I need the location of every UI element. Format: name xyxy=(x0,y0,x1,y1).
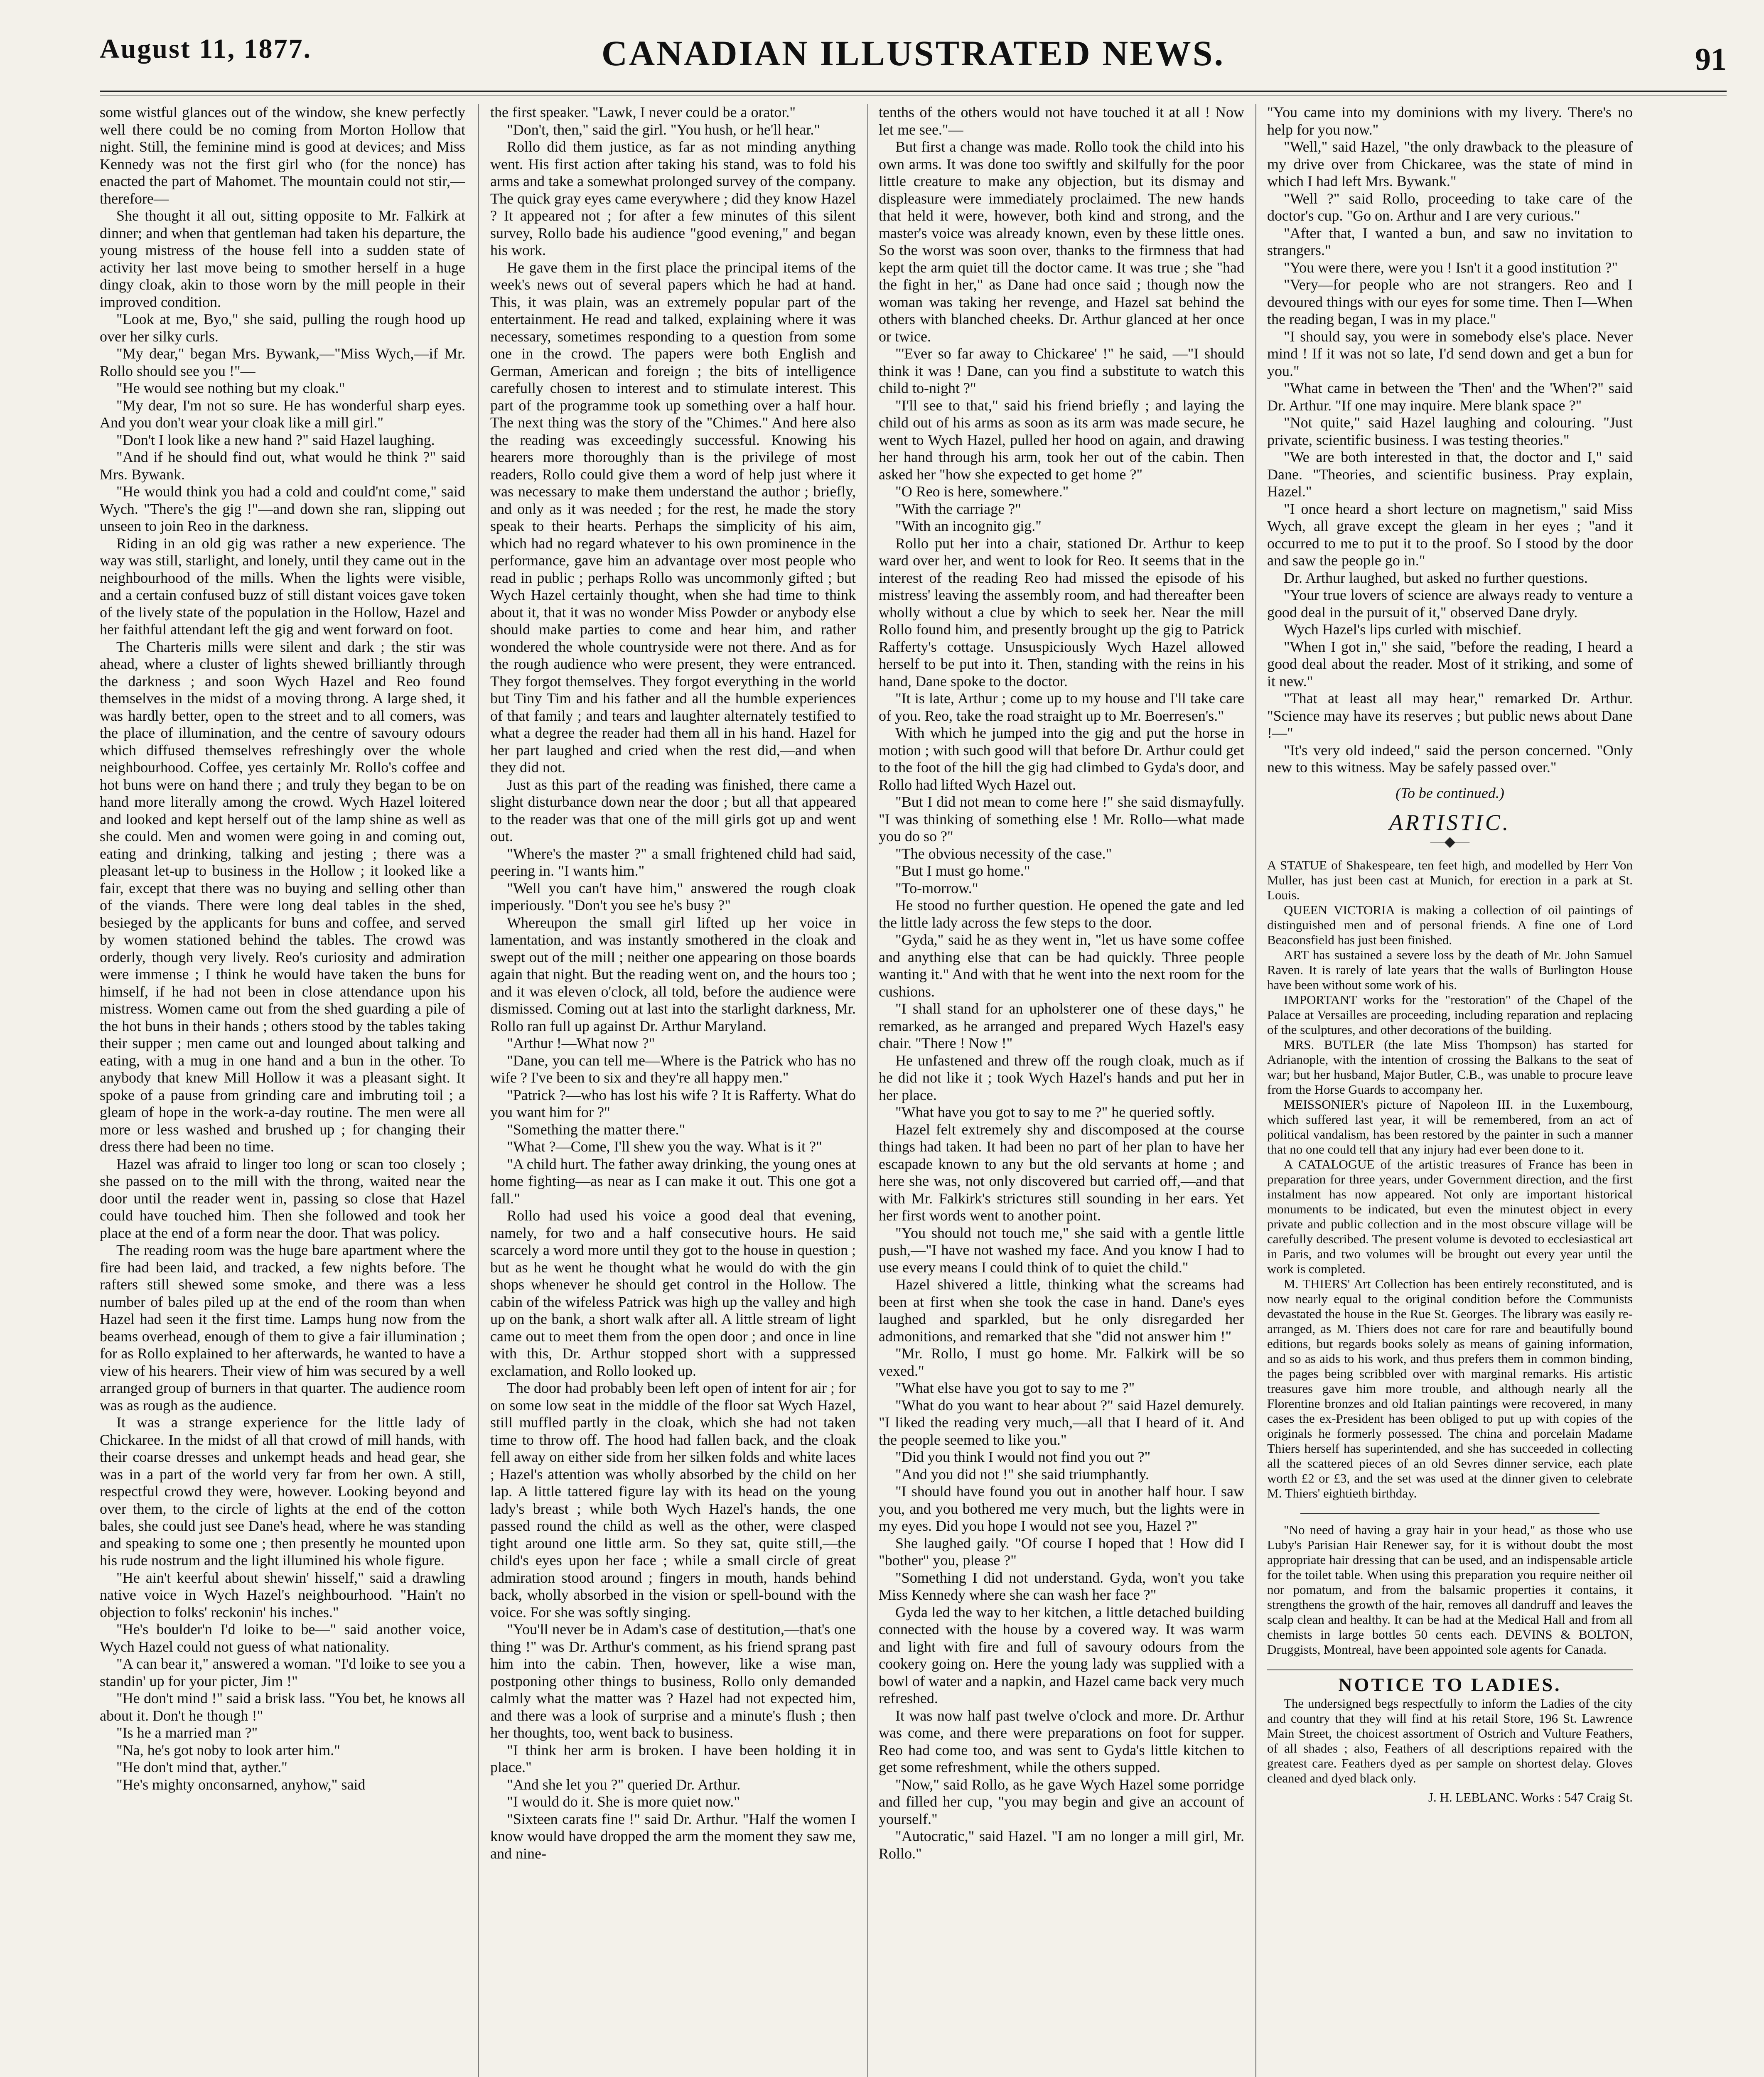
masthead-title: CANADIAN ILLUSTRATED NEWS. xyxy=(601,33,1225,73)
paragraph: "To-morrow." xyxy=(895,879,978,896)
paragraph: "And she let you ?" queried Dr. Arthur. xyxy=(507,1776,741,1793)
paragraph: Hazel shivered a little, thinking what the screams had been at first when she took the case in hand. Dane's eyes laughed and sparkled, but he only disregarded her admonitions, and remarked that she "did not answer him !" xyxy=(879,1276,1244,1345)
paragraph: "What ?—Come, I'll shew you the way. What is it ?" xyxy=(507,1138,822,1155)
paragraph: Dr. Arthur laughed, but asked no further questions. xyxy=(1284,569,1588,586)
notice-heading: NOTICE TO LADIES. xyxy=(1267,1669,1633,1694)
paragraph: "Patrick ?—who has lost his wife ? It is Rafferty. What do you want him for ?" xyxy=(490,1086,856,1120)
paragraph: A STATUE of Shakespeare, ten feet high, and modelled by Herr Von Muller, has just been cast at Munich, for erection in a park at St. Louis. xyxy=(1267,858,1633,902)
paragraph: Rollo put her into a chair, stationed Dr. Arthur to keep ward over her, and went to look for Reo. It seems that in the interest of the reading Reo had missed the episode of his mistress' leaving the assembly room, and had thereafter been wholly without a clue by which to seek her. Near the mill Rollo found him, and presently brought up the gig to Patrick Rafferty's cottage. Unsuspiciously Wych Hazel allowed herself to be put into it. Then, standing with the reins in his hand, Dane spoke to the doctor. xyxy=(879,535,1244,690)
paragraph: Rollo did them justice, as far as not minding anything went. His first action after taking his stand, was to fold his arms and take a somewhat prolonged survey of the company. The quick gray eyes came everywhere ; did they know Hazel ? It appeared not ; for after a few minutes of this silent survey, Rollo bade his audience "good evening," and began his work. xyxy=(490,138,856,258)
paragraph: The reading room was the huge bare apartment where the fire had been laid, and tracked, a few nights before. The rafters still shewed some smoke, and there was a less number of bales piled up at the end of the room than when Hazel had seen it the first time. Lamps hung now from the beams overhead, enough of them to give a fair illumination ; for as Rollo explained to her afterwards, he wanted to have a view of his hearers. Their view of him was secured by a well arranged group of burners in that quarter. The audience room was as rough as the audience. xyxy=(100,1242,465,1414)
paragraph: Hazel felt extremely shy and discomposed at the course things had taken. It had been no part of her plan to have her escapade known to any but the old servants at home ; and here she was, not only discovered but carried off,—and that with Mr. Falkirk's strictures still sounding in her ears. Yet her first words went to another point. xyxy=(879,1121,1244,1224)
paragraph: She thought it all out, sitting opposite to Mr. Falkirk at dinner; and when that gentleman had taken his departure, the young mistress of the house fell into a sudden state of activity her last move being to smother herself in a huge dingy cloak, akin to those worn by the mill people in their improved condition. xyxy=(100,207,465,310)
paragraph: MEISSONIER's picture of Napoleon III. in the Luxembourg, which suffered last year, it will be remembered, from an act of political vandalism, has been restored by the painter in such a manner that no one could tell that any injury had ever been done to it. xyxy=(1267,1097,1633,1156)
paragraph: "I should have found you out in another half hour. I saw you, and you bothered me very much, but the lights were in my eyes. Did you hope I would not see you, Hazel ?" xyxy=(879,1483,1244,1534)
paragraph: "He don't mind that, ayther." xyxy=(116,1759,287,1775)
paragraph: "When I got in," she said, "before the reading, I heard a good deal about the reader. Most of it striking, and some of it new." xyxy=(1267,638,1633,690)
paragraph: He unfastened and threw off the rough cloak, much as if he did not like it ; took Wych Hazel's hands and put her in her place. xyxy=(879,1052,1244,1103)
artistic-heading: ARTISTIC. xyxy=(1389,810,1511,835)
paragraph: "Well you can't have him," answered the rough cloak imperiously. "Don't you see he's busy ?" xyxy=(490,879,856,913)
column-1 xyxy=(100,104,465,2077)
paragraph: "Now," said Rollo, as he gave Wych Hazel some porridge and filled her cup, "you may begin and give an account of yourself." xyxy=(879,1776,1244,1827)
paragraph: "You should not touch me," she said with a gentle little push,—"I have not washed my face. And you know I had to use every means I could think of to quiet the child." xyxy=(879,1224,1244,1276)
paragraph: "The obvious necessity of the case." xyxy=(895,845,1112,862)
paragraph: He stood no further question. He opened the gate and led the little lady across the few steps to the door. xyxy=(879,897,1244,931)
paragraph: "You came into my dominions with my livery. There's no help for you now." xyxy=(1267,104,1633,138)
paragraph: "He would see nothing but my cloak." xyxy=(116,380,345,396)
ornament-divider: —◆— xyxy=(1430,834,1470,849)
paragraph: "A child hurt. The father away drinking, the young ones at home fighting—as near as I can make it out. This one got a fall." xyxy=(490,1155,856,1207)
paragraph: "Something the matter there." xyxy=(507,1121,685,1138)
paragraph: ART has sustained a severe loss by the death of Mr. John Samuel Raven. It is rarely of late years that the walls of Burlington House have been without some work of his. xyxy=(1267,948,1633,992)
paragraph: She laughed gaily. "Of course I hoped that ! How did I "bother" you, please ?" xyxy=(879,1534,1244,1569)
paragraph: "Don't, then," said the girl. "You hush, or he'll hear." xyxy=(507,121,821,138)
paragraph: "Not quite," said Hazel laughing and colouring. "Just private, scientific business. I was testing theories." xyxy=(1267,414,1633,448)
issue-date: August 11, 1877. xyxy=(100,34,312,64)
paragraph: "I'll see to that," said his friend briefly ; and laying the child out of his arms as soon as its arm was made secure, he went to Wych Hazel, pulled her hood on again, and drawing her hand through his arm, took her out of the cabin. Then asked her "how she expected to get home ?" xyxy=(879,397,1244,483)
hair-renewer-advert: "No need of having a gray hair in your head," as those who use Luby's Parisian Hair Renewer say, for it is without doubt the most appropriate hair dressing that can be used, and an indispensable article for the toilet table. When using this preparation you require neither oil nor pomatum, and from the balsamic properties it contains, it strengthens the growth of the hair, removes all dandruff and leaves the scalp clean and healthy. It can be had at the Medical Hall and from all chemists in large bottles 50 cents each. DEVINS & BOLTON, Druggists, Montreal, have been appointed sole agents for Canada. xyxy=(1267,1522,1633,1657)
paragraph: "A can bear it," answered a woman. "I'd loike to see you a standin' up for your picter, Jim !" xyxy=(100,1655,465,1689)
paragraph: He gave them in the first place the principal items of the week's news out of several papers which he had at hand. This, it was plain, was an extremely popular part of the entertainment. He read and talked, explaining where it was necessary, sometimes responding to a question from some one in the crowd. The papers were both English and German, American and foreign ; the bits of intelligence carefully chosen to interest and to stimulate interest. This part of the programme took up something over a half hour. The next thing was the story of the "Chimes." And here also the reading was exceedingly successful. Knowing his hearers more thoroughly than is the privilege of most readers, Rollo could give them a word of help just where it was necessary to make them understand the author ; briefly, and only as it was needed ; for the rest, he made the story speak to their hearts. Perhaps the simplicity of his aim, which had no regard whatever to his own prominence in the performance, gave him an advantage over most people who read in public ; perhaps Rollo was uncommonly gifted ; but Wych Hazel certainly thought, when she had time to think about it, that it was no wonder Miss Powder or anybody else should make parties to come and hear him, and rather wondered the whole countryside were not there. And as for the rough audience who were present, they were entranced. They forgot themselves. They forgot everything in the world but Tiny Tim and his father and all the humble experiences of that family ; and tears and laughter alternately testified to what a degree the reader had them all in his hand. Hazel for her part laughed and cried when the rest did,—and when they did not. xyxy=(490,259,856,776)
paragraph: "Something I did not understand. Gyda, won't you take Miss Kennedy where she can wash her face ?" xyxy=(879,1569,1244,1603)
paragraph: "What else have you got to say to me ?" xyxy=(895,1380,1135,1396)
paragraph: MRS. BUTLER (the late Miss Thompson) has started for Adrianople, with the intention of crossing the Balkans to the seat of war; but her husband, Major Butler, C.B., was unable to procure leave from the Horse Guards to accompany her. xyxy=(1267,1037,1633,1097)
paragraph: "I would do it. She is more quiet now." xyxy=(507,1793,740,1810)
notice-text: The undersigned begs respectfully to inform the Ladies of the city and country that they will find at his retail Store, 196 St. Lawrence Main Street, the choicest assortment of Ostrich and Vulture Feathers, of all shades ; also, Feathers of all descriptions repaired with the greatest care. Feathers dyed as per sample on shortest delay. Gloves cleaned and dyed black only. xyxy=(1267,1696,1633,1785)
paragraph: Just as this part of the reading was finished, there came a slight disturbance down near the door ; but all that appeared to the reader was that one of the mill girls got up and went out. xyxy=(490,776,856,845)
paragraph: "Autocratic," said Hazel. "I am no longer a mill girl, Mr. Rollo." xyxy=(879,1828,1244,1862)
paragraph: M. THIERS' Art Collection has been entirely reconstituted, and is now nearly equal to the original condition before the Communists devastated the house in the Rue St. Georges. The library was easily re-arranged, as M. Thiers does not care for rare and beautifully bound editions, but regards books solely as means of gaining information, and so as aids to his work, and thus prefers them in common binding, the pages being scribbled over with marginal remarks. His artistic treasures gave him more trouble, and although nearly all the Florentine bronzes and old Italian paintings were recovered, in many cases the ex-President has been obliged to put up with copies of the originals he formerly possessed. The china and porcelain Madame Thiers herself has superintended, and she has succeeded in collecting all the scattered pieces of an old Sevres dinner service, each plate worth £2 or £3, and the set was used at the dinner given to celebrate M. Thiers' eightieth birthday. xyxy=(1267,1277,1633,1500)
paragraph: "Look at me, Byo," she said, pulling the rough hood up over her silky curls. xyxy=(100,311,465,345)
paragraph: IMPORTANT works for the "restoration" of the Chapel of the Palace at Versailles are proceeding, including reparation and replacing of the sculptures, and other decorations of the building. xyxy=(1267,992,1633,1037)
paragraph: "He would think you had a cold and could'nt come," said Wych. "There's the gig !"—and down she ran, slipping out unseen to join Reo in the darkness. xyxy=(100,483,465,534)
paragraph: Whereupon the small girl lifted up her voice in lamentation, and was instantly smothered in the cloak and swept out of the mill ; neither one appearing on those boards again that night. But the reading went on, and the hours too ; and it was eleven o'clock, all told, before the audience were dismissed. Coming out at last into the starlight darkness, Mr. Rollo ran full up against Dr. Arthur Maryland. xyxy=(490,914,856,1034)
paragraph: tenths of the others would not have touched it at all ! Now let me see."— xyxy=(879,104,1244,138)
column-divider xyxy=(867,104,868,2077)
paragraph: "You'll never be in Adam's case of destitution,—that's one thing !" was Dr. Arthur's comment, as his friend sprang past him into the cabin. Then, however, like a wise man, postponing other things to business, Rollo only demanded calmly what the matter was ? Hazel had not expected him, and there was a look of surprise and a minute's flush ; then her thoughts, too, went back to business. xyxy=(490,1621,856,1741)
paragraph: Rollo had used his voice a good deal that evening, namely, for two and a half consecutive hours. He said scarcely a word more until they got to the house in question ; but as he went he thought what he would do with the gin shops whenever he should get control in the Hollow. The cabin of the wifeless Patrick was high up the valley and high up on the bank, a short walk after all. A little stream of light came out to meet them from the open door ; and once in line with this, Dr. Arthur stopped short with a suppressed exclamation, and Rollo looked up. xyxy=(490,1207,856,1379)
paragraph: "I shall stand for an upholsterer one of these days," he remarked, as he arranged and prepared Wych Hazel's easy chair. "There ! Now !" xyxy=(879,1000,1244,1051)
paragraph: But first a change was made. Rollo took the child into his own arms. It was done too swiftly and skilfully for the poor little creature to make any objection, but its dismay and displeasure were immediately proclaimed. The new hands that held it were, however, both kind and strong, and the master's voice was already known, even by these little ones. So the worst was soon over, thanks to the firmness that had kept the arm quiet till the doctor came. It was true ; she "had the fight in her," as Dane had once said ; though now the woman was taking her revenge, and Hazel sat behind the others with blanched cheeks. Dr. Arthur glanced at her once or twice. xyxy=(879,138,1244,345)
paragraph: "It is late, Arthur ; come up to my house and I'll take care of you. Reo, take the road straight up to Mr. Boerresen's." xyxy=(879,690,1244,724)
paragraph: "After that, I wanted a bun, and saw no invitation to strangers." xyxy=(1267,224,1633,258)
paragraph: the first speaker. "Lawk, I never could be a orator." xyxy=(490,104,796,120)
paragraph: Wych Hazel's lips curled with mischief. xyxy=(1284,621,1522,638)
paragraph: "Your true lovers of science are always ready to venture a good deal in the pursuit of it," observed Dane dryly. xyxy=(1267,587,1633,621)
column-divider xyxy=(1255,104,1256,2077)
to-be-continued: (To be continued.) xyxy=(1395,784,1504,801)
story-continuation xyxy=(1267,104,1633,776)
paragraph: "Gyda," said he as they went in, "let us have some coffee and anything else that can be had quickly. Three people wanting it." And with that he went into the next room for the cushions. xyxy=(879,931,1244,1000)
paragraph: some wistful glances out of the window, she knew perfectly well there could be no coming from Morton Hollow that night. Still, the feminine mind is good at devices; and Miss Kennedy was not the first girl who (for the nonce) has enacted the part of Mahomet. The mountain could not stir,—therefore— xyxy=(100,104,465,207)
section-divider xyxy=(1300,1513,1599,1514)
paragraph: "Well," said Hazel, "the only drawback to the pleasure of my drive over from Chickaree, was the state of mind in which I had left Mrs. Bywank." xyxy=(1267,138,1633,189)
paragraph: "He ain't keerful about shewin' hisself," said a drawling native voice in Wych Hazel's neighbourhood. "Hain't no objection to folks' reckonin' his inches." xyxy=(100,1569,465,1620)
paragraph: "What came in between the 'Then' and the 'When'?" said Dr. Arthur. "If one may inquire. Mere blank space ?" xyxy=(1267,380,1633,414)
paragraph: Riding in an old gig was rather a new experience. The way was still, starlight, and lonely, until they came out in the neighbourhood of the mills. When the lights were visible, and a certain confused buzz of still distant voices gave token of the lively state of the population in the Hollow, Hazel and her faithful attendant left the gig and went forward on foot. xyxy=(100,535,465,638)
paragraph: "I think her arm is broken. I have been holding it in place." xyxy=(490,1741,856,1775)
paragraph: "But I must go home." xyxy=(895,862,1030,879)
paragraph: "Is he a married man ?" xyxy=(116,1724,258,1741)
paragraph: "I should say, you were in somebody else's place. Never mind ! If it was not so late, I'd send down and get a bun for you." xyxy=(1267,328,1633,379)
paragraph: "Well ?" said Rollo, proceeding to take care of the doctor's cup. "Go on. Arthur and I are very curious." xyxy=(1267,190,1633,224)
paragraph: "We are both interested in that, the doctor and I," said Dane. "Theories, and scientific business. Pray explain, Hazel." xyxy=(1267,449,1633,500)
paragraph: "O Reo is here, somewhere." xyxy=(895,483,1069,500)
paragraph: Gyda led the way to her kitchen, a little detached building connected with the house by a covered way. It was warm and light with fire and full of savoury odours from the cookery going on. Here the young lady was supplied with a bowl of water and a napkin, and Hazel came back very much refreshed. xyxy=(879,1603,1244,1706)
paragraph: "It's very old indeed," said the person concerned. "Only new to this witness. May be safely passed over." xyxy=(1267,741,1633,776)
paragraph: It was a strange experience for the little lady of Chickaree. In the midst of all that crowd of mill hands, with their coarse dresses and unkempt heads and head gear, she was in a part of the world very far from her own. A still, respectful crowd they were, however. Looking beyond and over them, to the circle of lights at the end of the cotton bales, she could just see Dane's head, where he was standing and speaking to some one ; then presently he mounted upon his rude nostrum and the light illumined his whole figure. xyxy=(100,1414,465,1569)
paragraph: "With an incognito gig." xyxy=(895,518,1042,534)
paragraph: "He's mighty onconsarned, anyhow," said xyxy=(116,1776,366,1793)
paragraph: The door had probably been left open of intent for air ; for on some low seat in the middle of the floor sat Wych Hazel, still muffled partly in the cloak, which she had not taken time to throw off. The hood had fallen back, and the cloak fell away on either side from her silken folds and white laces ; Hazel's attention was wholly absorbed by the child on her lap. A little tattered figure lay with its head on the young lady's breast ; while both Wych Hazel's hands, the one passed round the child as well as the other, were clasped tight around one little arm. So they sat, quite still,—the child's eyes upon her face ; while a small circle of great admiration stood around ; fingers in mouth, hands behind back, wholly absorbed in the vision or spell-bound with the voice. For she was softly singing. xyxy=(490,1380,856,1620)
paragraph: "Where's the master ?" a small frightened child had said, peering in. "I wants him." xyxy=(490,845,856,879)
paragraph: "Na, he's got noby to look arter him." xyxy=(116,1741,340,1758)
paragraph: A CATALOGUE of the artistic treasures of France has been in preparation for three years, under Government direction, and the first instalment has now appeared. Not only are important historical monuments to be indicated, but even the minutest object in every private and public collection and in the most obscure village will be carefully described. The present volume is devoted to ecclesiastical art in Paris, and two volumes will be brought out every year until the work is completed. xyxy=(1267,1157,1633,1276)
paragraph: "My dear, I'm not so sure. He has wonderful sharp eyes. And you don't wear your cloak like a mill girl." xyxy=(100,397,465,431)
column-divider xyxy=(478,104,479,2077)
column-4 xyxy=(1267,104,1633,2077)
paragraph: "Mr. Rollo, I must go home. Mr. Falkirk will be so vexed." xyxy=(879,1345,1244,1379)
paragraph: "My dear," began Mrs. Bywank,—"Miss Wych,—if Mr. Rollo should see you !"— xyxy=(100,345,465,379)
paragraph: "What do you want to hear about ?" said Hazel demurely. "I liked the reading very much,—all that I heard of it. And the people seemed to like you." xyxy=(879,1397,1244,1448)
paragraph: "Did you think I would not find you out ?" xyxy=(895,1448,1151,1465)
paragraph: Hazel was afraid to linger too long or scan too closely ; she passed on to the mill with the throng, waited near the door until the reader went in, passing so close that Hazel could have touched him. Then she followed and took her place at the end of a form near the door. That was policy. xyxy=(100,1155,465,1241)
paragraph: "Sixteen carats fine !" said Dr. Arthur. "Half the women I know would have dropped the arm the moment they saw me, and nine- xyxy=(490,1810,856,1862)
paragraph: "That at least all may hear," remarked Dr. Arthur. "Science may have its reserves ; but public news about Dane !—" xyxy=(1267,690,1633,741)
header-rule xyxy=(100,91,1727,92)
paragraph: "But I did not mean to come here !" she said dismayfully. "I was thinking of something else ! Mr. Rollo—what made you do so ?" xyxy=(879,793,1244,845)
column-2 xyxy=(490,104,856,2077)
paragraph: It was now half past twelve o'clock and more. Dr. Arthur was come, and there were preparations on foot for supper. Reo had come too, and was sent to Gyda's little kitchen to get some refreshment, while the others supped. xyxy=(879,1707,1244,1775)
paragraph: "He don't mind !" said a brisk lass. "You bet, he knows all about it. Don't he though !" xyxy=(100,1690,465,1724)
paragraph: "Don't I look like a new hand ?" said Hazel laughing. xyxy=(116,431,435,448)
paragraph: "And you did not !" she said triumphantly. xyxy=(895,1466,1149,1483)
paragraph: "What have you got to say to me ?" he queried softly. xyxy=(895,1104,1215,1120)
paragraph: "With the carriage ?" xyxy=(895,500,1021,517)
paragraph: "Dane, you can tell me—Where is the Patrick who has no wife ? I've been to six and they're all happy men." xyxy=(490,1052,856,1086)
paragraph: "Very—for people who are not strangers. Reo and I devoured things with our eyes for some time. Then I—When the reading began, I was in my place." xyxy=(1267,276,1633,327)
notice-signature: J. H. LEBLANC. Works : 547 Craig St. xyxy=(1428,1790,1633,1804)
paragraph: "And if he should find out, what would he think ?" said Mrs. Bywank. xyxy=(100,449,465,483)
paragraph: "I once heard a short lecture on magnetism," said Miss Wych, all grave except the gleam in her eyes ; "and it occurred to me to put it to the proof. So I stood by the door and saw the people go in." xyxy=(1267,500,1633,569)
paragraph: "'Ever so far away to Chickaree' !" he said, —"I should think it was ! Dane, can you find a substitute to watch this child to-night ?" xyxy=(879,345,1244,396)
artistic-section xyxy=(1267,858,1633,1501)
paragraph: QUEEN VICTORIA is making a collection of oil paintings of distinguished men and of personal friends. A fine one of Lord Beaconsfield has just been finished. xyxy=(1267,903,1633,947)
page-number: 91 xyxy=(1695,42,1727,77)
paragraph: "He's boulder'n I'd loike to be—" said another voice, Wych Hazel could not guess of what nationality. xyxy=(100,1621,465,1655)
column-3 xyxy=(879,104,1244,2077)
page-header xyxy=(100,29,1727,87)
paragraph: With which he jumped into the gig and put the horse in motion ; with such good will that before Dr. Arthur could get to the foot of the hill the gig had climbed to Gyda's door, and Rollo had lifted Wych Hazel out. xyxy=(879,724,1244,793)
paragraph: The Charteris mills were silent and dark ; the stir was ahead, where a cluster of lights shewed brilliantly through the darkness ; and soon Wych Hazel and Reo found themselves in the midst of a moving throng. A large shed, it was hardly better, open to the street and to all comers, was the place of illumination, and the centre of savoury odours which diffused themselves refreshingly over the whole neighbourhood. Coffee, yes certainly Mr. Rollo's coffee and hot buns were on hand there ; and truly they began to be on hand more literally among the crowd. Wych Hazel loitered and looked and kept herself out of the lamp shine as well as she could. Men and women were going in and coming out, eating and drinking, talking and jesting ; there was a pleasant let-up to business in the Hollow ; it looked like a fair, except that there was no buying and selling other than of the viands. There were long deal tables in the shed, besieged by the applicants for buns and coffee, and served by women stationed behind the tables. The crowd was orderly, though very lively. Reo's curiosity and admiration were immense ; I think he would have taken the buns for himself, if he had not been in close attendance upon his mistress. Women came out from the shed guarding a pile of the hot buns in their hands ; others stood by the tables taking their supper ; men came out and lounged about talking and eating, with a mug in one hand and a bun in the other. To anybody that knew Mill Hollow it was a pleasant sight. It spoke of a pause from grinding care and imbruting toil ; a gleam of hope in the work-a-day routine. The men were all more or less washed and brushed up ; for changing their dress there had been no time. xyxy=(100,638,465,1155)
paragraph: "Arthur !—What now ?" xyxy=(507,1035,655,1051)
paragraph: "You were there, were you ! Isn't it a good institution ?" xyxy=(1284,259,1618,276)
